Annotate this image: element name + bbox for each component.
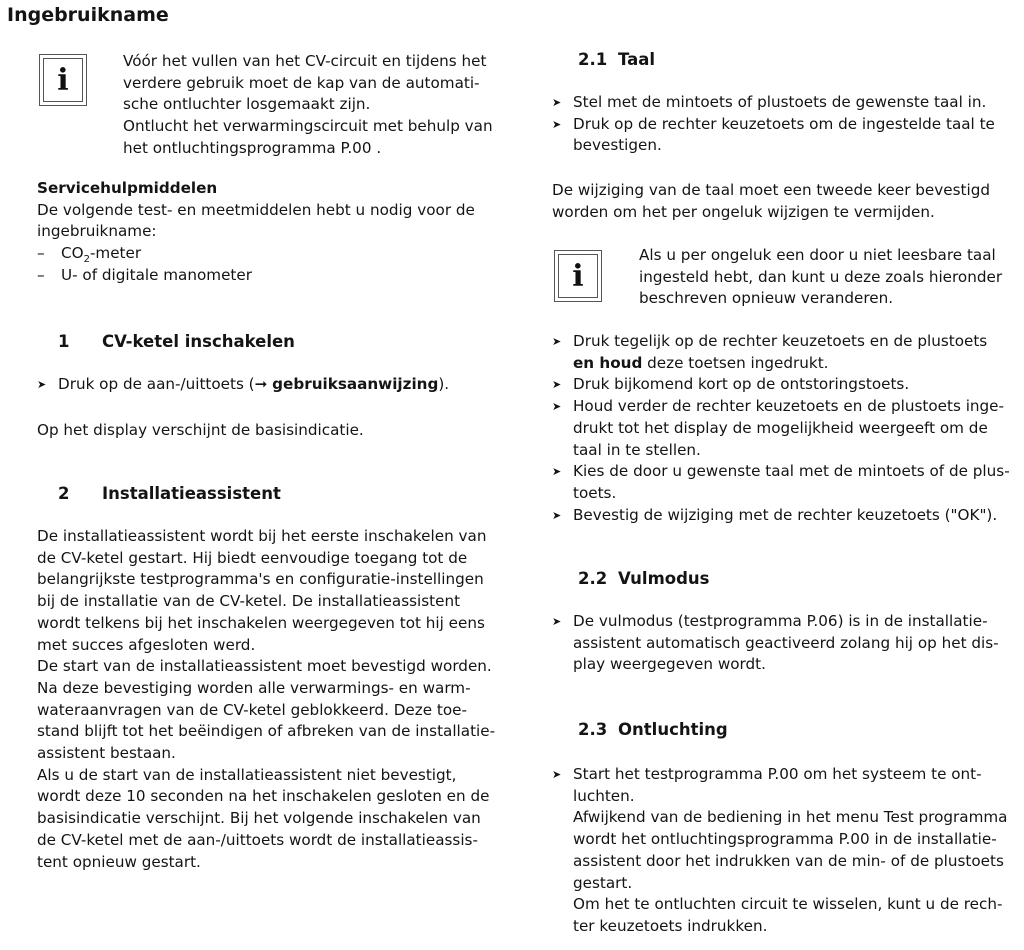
list-item <box>552 611 999 676</box>
bullet-arrow-icon: ➤ <box>552 117 562 131</box>
body-line: tent opnieuw gestart. <box>37 852 201 871</box>
bullet-arrow-icon: ➤ <box>552 768 562 781</box>
body-line: basisindicatie verschijnt. Bij het volgende inschakelen van <box>37 809 481 828</box>
service-item-co2 <box>37 243 475 265</box>
body-line: bij de installatie van de CV-ketel. De installatieassistent <box>37 592 461 611</box>
body-line: De installatieassistent wordt bij het eerste inschakelen van <box>37 527 487 545</box>
bullet-arrow-icon: ➤ <box>552 508 562 522</box>
body-line: worden om het per ongeluk wijzigen te vermijden. <box>552 202 935 221</box>
section-2-heading <box>58 484 281 503</box>
list-item-text: toets. <box>573 483 617 502</box>
list-item-text: Druk tegelijk op de rechter keuzetoets en de plustoets <box>573 332 988 350</box>
list-item-text: Bevestig de wijziging met de rechter keuzetoets ("OK"). <box>573 505 998 524</box>
list-item-text: Houd verder de rechter keuzetoets en de plustoets inge- <box>573 397 1005 416</box>
section-1-heading <box>58 332 295 351</box>
info-line: Ontlucht het verwarmingscircuit met behulp van <box>123 117 493 136</box>
list-item-text: taal in te stellen. <box>573 440 701 459</box>
bullet-arrow-icon: ➤ <box>552 400 562 414</box>
section-number: 1 <box>58 332 70 351</box>
info-line: het ontluchtingsprogramma P.00 . <box>123 138 382 157</box>
section-2-1-heading <box>578 50 655 69</box>
info-line: sche ontluchter losgemaakt zijn. <box>123 95 371 114</box>
co2-prefix: CO <box>61 244 84 263</box>
info-icon <box>39 54 87 106</box>
section-title: Vulmodus <box>618 569 710 588</box>
list-item <box>552 331 1010 374</box>
bullet-arrow-icon: ➤ <box>552 465 562 479</box>
info-note <box>123 51 493 160</box>
info-line: verdere gebruik moet de kap van de automati- <box>123 73 480 92</box>
list-item-text: Stel met de mintoets of plustoets de gewenste taal in. <box>573 93 987 111</box>
body-line: De wijziging van de taal moet een tweede keer bevestigd <box>552 181 990 199</box>
section-number: 2.2 <box>578 569 608 588</box>
page-title: Ingebruikname <box>7 4 169 26</box>
section-title: Ontluchting <box>618 720 728 739</box>
section-1-note: Op het display verschijnt de basisindicatie. <box>37 421 364 439</box>
section-number: 2.1 <box>578 50 608 69</box>
list-item <box>552 461 1010 504</box>
section-number: 2.3 <box>578 720 608 739</box>
section-title: Taal <box>618 50 656 69</box>
body-line: stand blijft tot het beëindigen of afbreken van de installatie- <box>37 722 496 741</box>
info-line: beschreven opnieuw veranderen. <box>639 289 894 308</box>
manometer-label: U- of digitale manometer <box>61 265 252 284</box>
body-line: De start van de installatieassistent moet bevestigd worden. <box>37 657 492 676</box>
list-item-text: Druk op de rechter keuzetoets om de ingestelde taal te <box>573 114 995 133</box>
info-glyph: i <box>572 258 584 294</box>
language-steps-b <box>552 331 1010 526</box>
body-line: belangrijkste testprogramma's en configuratie-instellingen <box>37 570 484 589</box>
emphasis-text: en houd <box>573 353 643 372</box>
reference-arrow-icon: ➞ <box>254 375 268 393</box>
language-steps-a <box>552 92 995 157</box>
bullet-arrow-icon: ➤ <box>552 615 562 628</box>
list-item-text: luchten. <box>573 786 635 805</box>
list-item-text: drukt tot het display de mogelijkheid weergeeft om de <box>573 418 988 437</box>
list-item <box>552 764 1007 938</box>
co2-subscript: 2 <box>83 254 90 266</box>
manual-reference: gebruiksaanwijzing <box>272 375 439 393</box>
section-2-body <box>37 526 495 873</box>
list-item-text <box>573 353 1010 375</box>
section-2-3-heading <box>578 720 728 739</box>
body-line: wateraanvragen van de CV-ketel geblokkeerd. Deze toe- <box>37 700 467 719</box>
service-item-manometer <box>37 265 475 287</box>
step-text-end: ). <box>438 375 450 393</box>
body-line: met succes afgesloten werd. <box>37 635 256 654</box>
dash: – <box>37 244 45 263</box>
info-icon <box>554 250 602 302</box>
info-line: Als u per ongeluk een door u niet leesbare taal <box>639 246 996 264</box>
list-item <box>552 505 1010 527</box>
list-item-text: assistent door het indrukken van de min- of de plustoets <box>573 851 1004 870</box>
service-intro-line: ingebruikname: <box>37 222 157 241</box>
body-line: wordt deze 10 seconden na het inschakelen gesloten en de <box>37 787 490 806</box>
list-item-text: Kies de door u gewenste taal met de mintoets of de plus- <box>573 462 1010 481</box>
list-item-text: play weergegeven wordt. <box>573 655 766 674</box>
body-line: Als u de start van de installatieassistent niet bevestigt, <box>37 765 457 784</box>
info-note <box>639 245 1002 310</box>
list-item-text: ter keuzetoets indrukken. <box>573 916 768 935</box>
bullet-arrow-icon: ➤ <box>37 378 47 391</box>
list-item-text: Druk bijkomend kort op de ontstoringstoets. <box>573 375 910 394</box>
bullet-arrow-icon: ➤ <box>552 378 562 392</box>
list-item-text: Om het te ontluchten circuit te wisselen, kunt u de rech- <box>573 895 1003 914</box>
list-item <box>552 114 995 157</box>
list-item-text: Afwijkend van de bediening in het menu Test programma <box>573 808 1008 827</box>
list-item-text: wordt het ontluchtingsprogramma P.00 in de installatie- <box>573 830 997 849</box>
body-line: de CV-ketel met de aan-/uittoets wordt de installatieassis- <box>37 830 478 849</box>
list-item-text: bevestigen. <box>573 136 662 155</box>
list-item-text-rest: deze toetsen ingedrukt. <box>642 353 829 372</box>
section-title: CV-ketel inschakelen <box>102 332 295 351</box>
body-line: assistent bestaan. <box>37 744 176 763</box>
fill-mode-step <box>552 611 999 676</box>
venting-step <box>552 764 1007 938</box>
list-item-text: gestart. <box>573 873 633 892</box>
section-2-2-heading <box>578 569 710 588</box>
language-note <box>552 180 990 223</box>
list-item <box>552 396 1010 461</box>
section-number: 2 <box>58 484 70 503</box>
info-glyph: i <box>57 62 69 98</box>
body-line: de CV-ketel gestart. Hij biedt eenvoudige toegang tot de <box>37 548 468 567</box>
service-intro-line: De volgende test- en meetmiddelen hebt u nodig voor de <box>37 200 475 219</box>
list-item <box>552 374 1010 396</box>
bullet-arrow-icon: ➤ <box>552 335 562 348</box>
service-tools-block <box>37 178 475 287</box>
service-heading: Servicehulpmiddelen <box>37 179 218 197</box>
list-item <box>552 92 995 114</box>
co2-suffix: -meter <box>89 244 142 263</box>
step-text: Druk op de aan-/uittoets ( <box>58 375 255 393</box>
bullet-arrow-icon: ➤ <box>552 96 562 109</box>
list-item-text: assistent automatisch geactiveerd zolang hij op het dis- <box>573 633 999 652</box>
section-title: Installatieassistent <box>102 484 281 503</box>
info-line: Vóór het vullen van het CV-circuit en tijdens het <box>123 52 487 70</box>
body-line: Na deze bevestiging worden alle verwarmings- en warm- <box>37 678 471 697</box>
info-line: ingesteld hebt, dan kunt u deze zoals hieronder <box>639 267 1003 286</box>
list-item-text: De vulmodus (testprogramma P.06) is in de installatie- <box>573 612 988 630</box>
body-line: wordt telkens bij het inschakelen weergegeven tot hij eens <box>37 613 485 632</box>
dash: – <box>37 265 45 284</box>
list-item-text: Start het testprogramma P.00 om het systeem te ont- <box>573 765 982 783</box>
